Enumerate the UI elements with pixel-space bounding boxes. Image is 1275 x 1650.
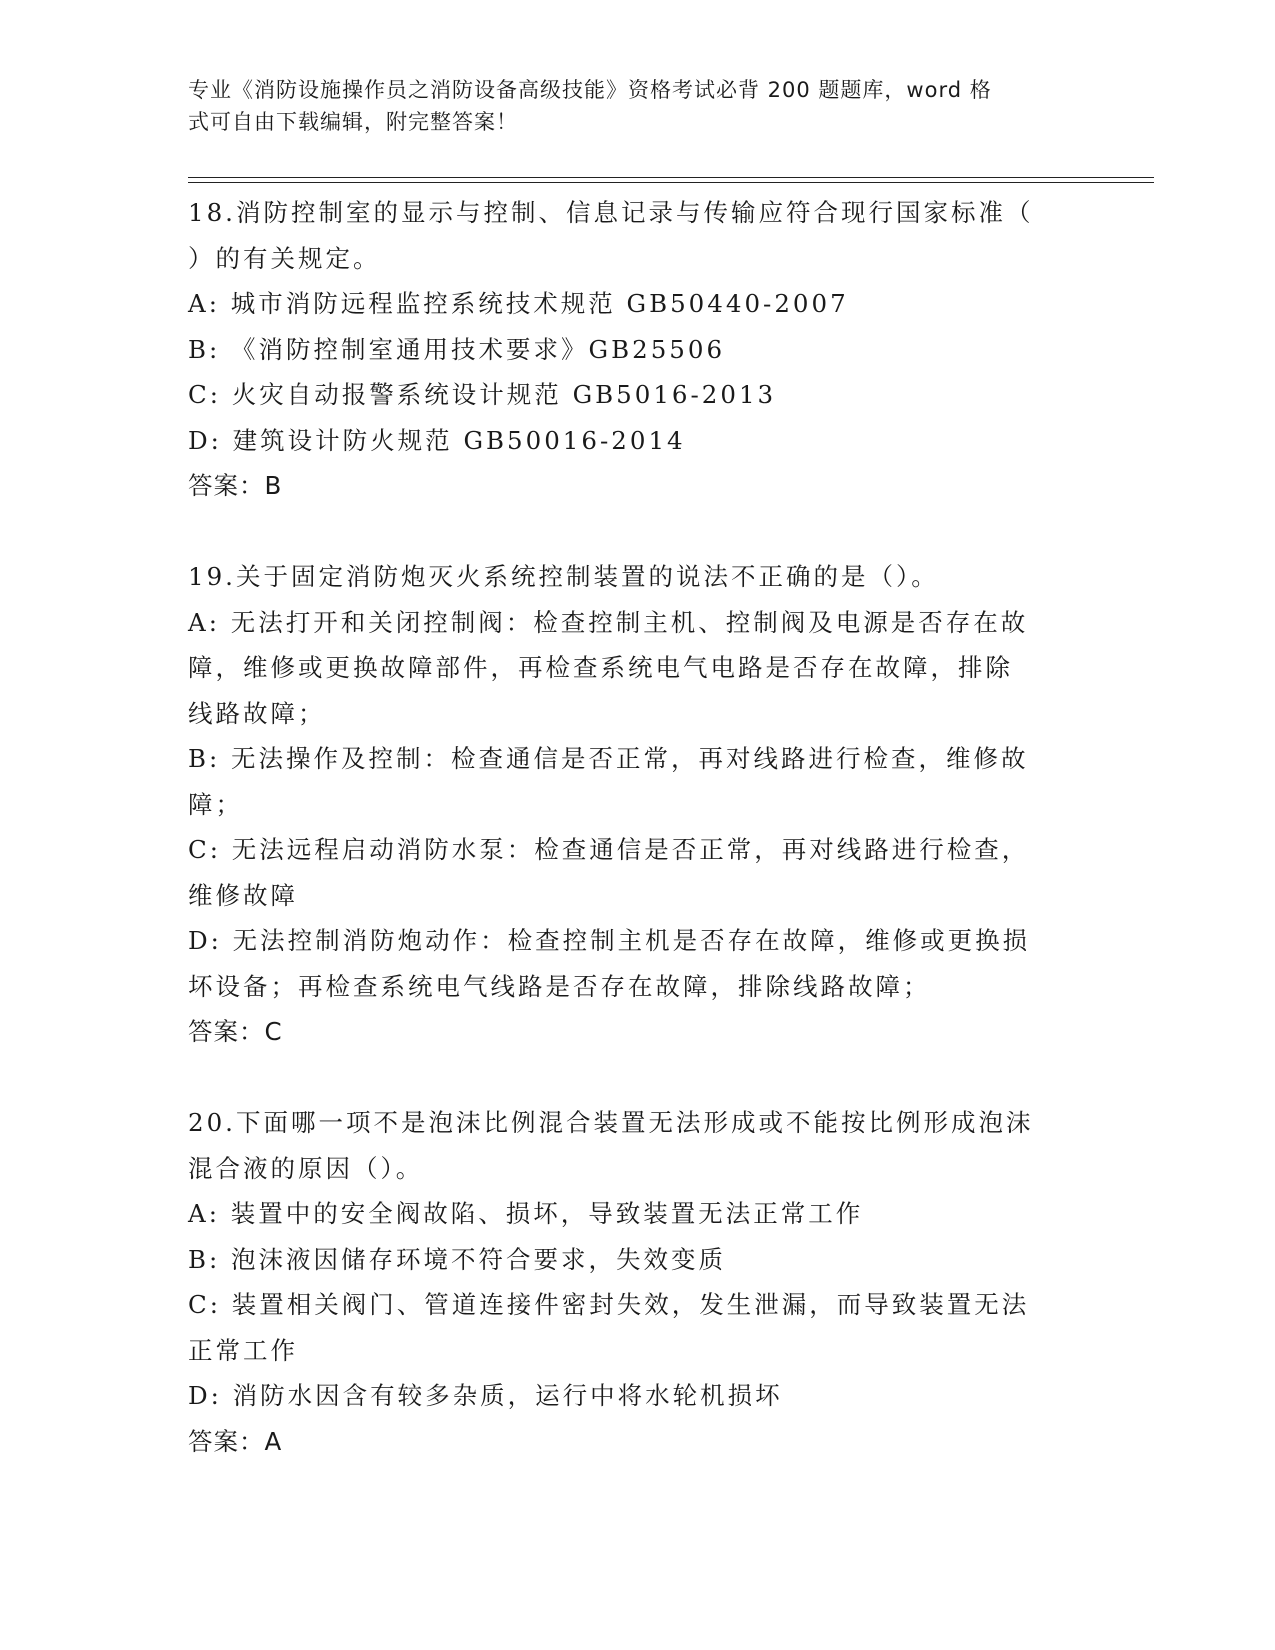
option-d: D: 消防水因含有较多杂质，运行中将水轮机损坏	[188, 1381, 783, 1410]
question-stem-line: 20.下面哪一项不是泡沫比例混合装置无法形成或不能按比例形成泡沫	[188, 1108, 1034, 1137]
header-line-1: 专业《消防设施操作员之消防设备高级技能》资格考试必背 200 题题库，word 格	[188, 78, 992, 102]
header-divider-top	[188, 177, 1154, 178]
option-c-continued: 正常工作	[188, 1335, 298, 1365]
question-stem-line: 19.关于固定消防炮灭火系统控制装置的说法不正确的是（）。	[188, 562, 939, 591]
question-20	[188, 1100, 1088, 1464]
answer-line: 答案：A	[188, 1426, 283, 1456]
answer-line: 答案：C	[188, 1017, 283, 1046]
option-c: C: 无法远程启动消防水泵：检查通信是否正常，再对线路进行检查，	[188, 835, 1030, 864]
option-c-continued: 维修故障	[188, 880, 298, 910]
option-b: B: 《消防控制室通用技术要求》GB25506	[188, 334, 726, 364]
option-a-continued: 障，维修或更换故障部件，再检查系统电气电路是否存在故障，排除	[188, 653, 1013, 682]
option-d-continued: 坏设备；再检查系统电气线路是否存在故障，排除线路故障；	[188, 971, 931, 1001]
question-spacer	[188, 1055, 1088, 1101]
option-a: A: 城市消防远程监控系统技术规范 GB50440-2007	[188, 289, 849, 318]
question-18	[188, 190, 1088, 509]
option-c: C: 装置相关阀门、管道连接件密封失效，发生泄漏，而导致装置无法	[188, 1290, 1030, 1319]
question-stem-line: ）的有关规定。	[188, 243, 381, 273]
option-b-continued: 障；	[188, 789, 243, 819]
header-divider-bottom	[188, 182, 1154, 183]
question-19	[188, 554, 1088, 1055]
question-stem-line: 18.消防控制室的显示与控制、信息记录与传输应符合现行国家标准（	[188, 198, 1034, 227]
option-d: D: 建筑设计防火规范 GB50016-2014	[188, 425, 686, 455]
option-a-continued: 线路故障；	[188, 698, 326, 728]
header-line-2: 式可自由下载编辑，附完整答案！	[188, 110, 518, 134]
question-stem-line: 混合液的原因（）。	[188, 1153, 424, 1183]
option-c: C: 火灾自动报警系统设计规范 GB5016-2013	[188, 380, 777, 409]
answer-line: 答案：B	[188, 471, 283, 500]
question-list	[188, 190, 1088, 1464]
question-spacer	[188, 509, 1088, 555]
option-d: D: 无法控制消防炮动作：检查控制主机是否存在故障，维修或更换损	[188, 926, 1031, 955]
document-header	[188, 74, 1068, 138]
option-b: B: 泡沫液因储存环境不符合要求，失效变质	[188, 1244, 727, 1274]
option-b: B: 无法操作及控制：检查通信是否正常，再对线路进行检查，维修故	[188, 744, 1029, 773]
option-a: A: 装置中的安全阀故陷、损坏，导致装置无法正常工作	[188, 1199, 864, 1228]
option-a: A: 无法打开和关闭控制阀：检查控制主机、控制阀及电源是否存在故	[188, 607, 1029, 637]
